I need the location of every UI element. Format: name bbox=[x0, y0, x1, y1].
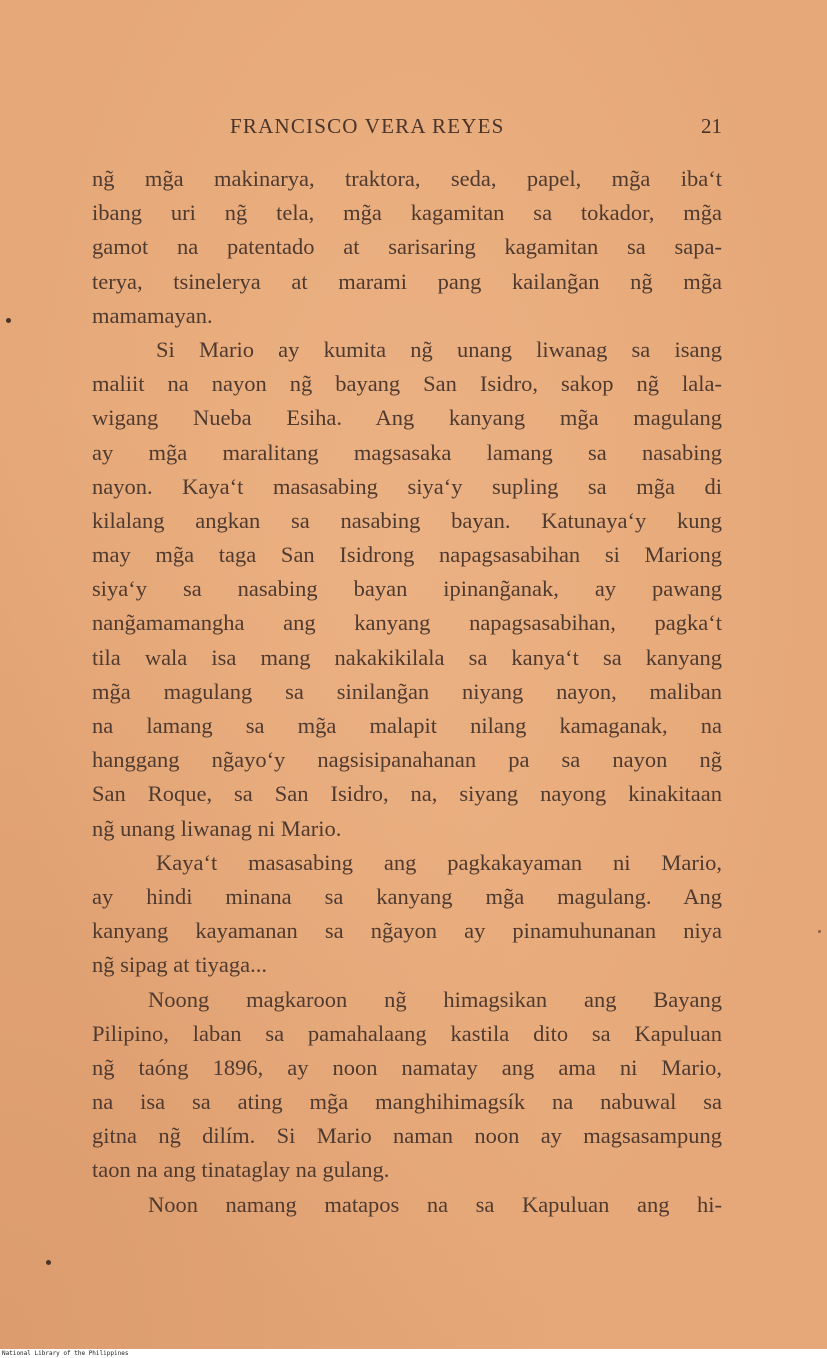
paragraph-first-line: Kaya‘t masasabing ang pagkakayaman ni Mario, bbox=[156, 849, 722, 875]
body-text bbox=[92, 162, 722, 1222]
text-line: nang̃amamangha ang kanyang napagsasabihan, pagka‘t bbox=[92, 610, 722, 636]
text-line: siya‘y sa nasabing bayan ipinang̃anak, ay pawang bbox=[92, 576, 722, 602]
ink-speck bbox=[818, 930, 821, 933]
text-line: kanyang kayamanan sa ng̃ayon ay pinamuhunanan niya bbox=[92, 918, 722, 944]
page-number: 21 bbox=[701, 114, 722, 138]
paragraph-first-line: Noong magkaroon ng̃ himagsikan ang Bayang bbox=[148, 986, 722, 1012]
text-line: Pilipino, laban sa pamahalaang kastila dito sa Kapuluan bbox=[92, 1020, 722, 1046]
text-line: ng̃ mg̃a makinarya, traktora, seda, papel, mg̃a iba‘t bbox=[92, 166, 722, 191]
text-line: mg̃a magulang sa sinilang̃an niyang nayon, maliban bbox=[92, 678, 722, 704]
text-line: na lamang sa mg̃a malapit nilang kamaganak, na bbox=[92, 713, 722, 738]
text-line: mamamayan. bbox=[92, 302, 213, 328]
text-line: ay mg̃a maralitang magsasaka lamang sa nasabing bbox=[92, 439, 722, 465]
paragraph-first-line: Noon namang matapos na sa Kapuluan ang hi- bbox=[148, 1191, 722, 1217]
text-line: maliit na nayon ng̃ bayang San Isidro, sakop ng̃ lala- bbox=[92, 371, 722, 397]
footer-strip bbox=[0, 1349, 827, 1358]
text-line: wigang Nueba Esiha. Ang kanyang mg̃a magulang bbox=[92, 405, 722, 431]
text-line: nayon. Kaya‘t masasabing siya‘y supling sa mg̃a di bbox=[92, 473, 722, 499]
ink-speck bbox=[46, 1260, 51, 1265]
text-line: may mg̃a taga San Isidrong napagsasabihan si Mariong bbox=[92, 542, 722, 568]
text-line: ng̃ unang liwanag ni Mario. bbox=[92, 815, 342, 841]
text-line: ibang uri ng̃ tela, mg̃a kagamitan sa tokador, mg̃a bbox=[92, 200, 722, 226]
text-line: gamot na patentado at sarisaring kagamitan sa sapa- bbox=[92, 234, 722, 260]
text-line: ay hindi minana sa kanyang mg̃a magulang. Ang bbox=[92, 883, 722, 909]
text-line: ng̃ sipag at tiyaga... bbox=[92, 952, 267, 978]
text-line: ng̃ taóng 1896, ay noon namatay ang ama ni Mario, bbox=[92, 1054, 722, 1080]
paragraph-first-line: Si Mario ay kumita ng̃ unang liwanag sa isang bbox=[156, 336, 722, 362]
text-line: hanggang ng̃ayo‘y nagsisipanahanan pa sa nayon ng̃ bbox=[92, 747, 722, 773]
text-line: kilalang angkan sa nasabing bayan. Katunaya‘y kung bbox=[92, 507, 722, 533]
footer-credit: National Library of the Philippines bbox=[2, 1350, 129, 1357]
text-line: tila wala isa mang nakakikilala sa kanya‘t sa kanyang bbox=[92, 644, 722, 670]
text-line: taon na ang tinataglay na gulang. bbox=[92, 1157, 390, 1183]
text-line: na isa sa ating mg̃a manghihimagsík na nabuwal sa bbox=[92, 1089, 722, 1115]
text-line: terya, tsinelerya at marami pang kailang̃an ng̃ mg̃a bbox=[92, 268, 722, 294]
text-line: gitna ng̃ dilím. Si Mario naman noon ay magsasampung bbox=[92, 1123, 722, 1149]
running-head bbox=[92, 114, 722, 144]
running-title: FRANCISCO VERA REYES bbox=[230, 114, 505, 138]
text-line: San Roque, sa San Isidro, na, siyang nayong kinakitaan bbox=[92, 781, 722, 807]
ink-speck bbox=[6, 318, 11, 323]
